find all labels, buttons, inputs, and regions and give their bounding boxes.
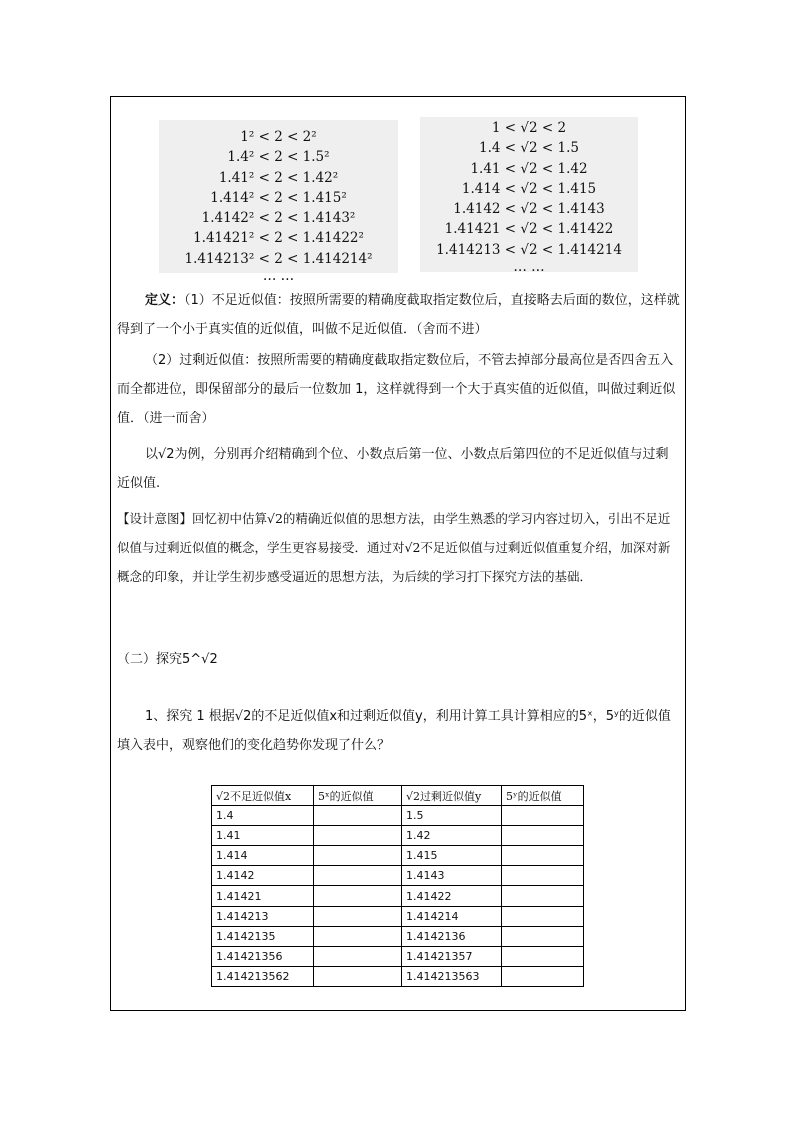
table-cell[interactable]	[502, 846, 584, 866]
approximation-table	[211, 785, 584, 987]
explore-paragraph: 1、探究 1 根据√2的不足近似值x和过剩近似值y，利用计算工具计算相应的5ˣ，5ʸ的近似值填入表中，观察他们的变化趋势你发现了什么？	[117, 709, 671, 753]
table-cell[interactable]	[314, 946, 402, 966]
table-cell: 1.4143	[402, 866, 502, 886]
inequality-line: 1.4² < 2 < 1.5²	[227, 149, 330, 166]
inequality-line: 1.4142² < 2 < 1.4143²	[201, 210, 356, 227]
table-cell[interactable]	[502, 966, 584, 986]
header-cell: 5ʸ的近似值	[502, 786, 584, 806]
definition-label: 定义：	[145, 293, 185, 308]
definition-paragraph-1	[117, 286, 680, 344]
definition-paragraph-3: 以√2为例，分别再介绍精确到个位、小数点后第一位、小数点后第四位的不足近似值与过剩近似值.	[117, 447, 669, 491]
table-cell[interactable]	[502, 806, 584, 826]
table-cell[interactable]	[502, 926, 584, 946]
table-cell[interactable]	[314, 806, 402, 826]
table-cell[interactable]	[502, 826, 584, 846]
table-cell: 1.41421356	[212, 946, 314, 966]
header-cell: √2不足近似值x	[212, 786, 314, 806]
table-cell: 1.41422	[402, 886, 502, 906]
table-cell: 1.414	[212, 846, 314, 866]
table-row	[212, 926, 584, 946]
table-cell: 1.41421	[212, 886, 314, 906]
table-row	[212, 846, 584, 866]
inequality-line: … …	[262, 268, 295, 285]
table-cell[interactable]	[314, 966, 402, 986]
table-row	[212, 806, 584, 826]
table-cell[interactable]	[314, 866, 402, 886]
inequality-line: 1 < √2 < 2	[491, 120, 567, 136]
inequality-line: 1.414 < √2 < 1.415	[461, 180, 597, 197]
inequality-line: 1.41 < √2 < 1.42	[470, 160, 588, 177]
inequality-line: 1.41² < 2 < 1.42²	[218, 169, 339, 186]
table-cell: 1.414213562	[212, 966, 314, 986]
inequality-line: 1.414213² < 2 < 1.414214²	[184, 250, 373, 267]
table-cell[interactable]	[314, 826, 402, 846]
table-row	[212, 826, 584, 846]
table-row	[212, 886, 584, 906]
table-row	[212, 946, 584, 966]
table-cell[interactable]	[314, 906, 402, 926]
sqrt-inequality-box	[420, 117, 638, 276]
table-cell: 1.4142135	[212, 926, 314, 946]
table-cell: 1.4	[212, 806, 314, 826]
inequality-line: 1.41421 < √2 < 1.41422	[444, 221, 614, 238]
definition-paragraph-2: （2）过剩近似值：按照所需要的精确度截取指定数位后，不管去掉部分最高位是否四舍五入而全都进位，即保留部分的最后一位数加 1，这样就得到一个大于真实值的近似值，叫做过剩近似值．（进一而舍）	[117, 353, 676, 426]
inequality-line: 1.414² < 2 < 1.415²	[210, 189, 347, 206]
table-cell: 1.41	[212, 826, 314, 846]
inequality-line: 1.4142 < √2 < 1.4143	[453, 201, 605, 218]
design-intent-note: 【设计意图】回忆初中估算√2的精确近似值的思想方法，由学生熟悉的学习内容过切入，引出不足近似值与过剩近似值的概念，学生更容易接受．通过对√2不足近似值与过剩近似值重复介绍，加深对新概念的印象，并让学生初步感受逼近的思想方法，为后续的学习打下探究方法的基础．	[117, 511, 671, 584]
table-cell: 1.414213	[212, 906, 314, 926]
header-cell: √2过剩近似值y	[402, 786, 502, 806]
table-cell: 1.415	[402, 846, 502, 866]
table-cell: 1.41421357	[402, 946, 502, 966]
table-row	[212, 966, 584, 986]
table-cell[interactable]	[502, 906, 584, 926]
table-header-row	[212, 786, 584, 806]
table-cell[interactable]	[502, 946, 584, 966]
header-cell: 5ˣ的近似值	[314, 786, 402, 806]
table-cell[interactable]	[314, 926, 402, 946]
section-title: （二）探究5^√2	[117, 652, 218, 667]
inequality-line: 1.414213 < √2 < 1.414214	[436, 241, 622, 258]
inequality-line: … …	[513, 259, 545, 276]
table-cell[interactable]	[314, 886, 402, 906]
squares-inequality-box	[159, 120, 398, 285]
table-cell[interactable]	[314, 846, 402, 866]
table-cell: 1.4142	[212, 866, 314, 886]
table-cell: 1.4142136	[402, 926, 502, 946]
table-cell: 1.414213563	[402, 966, 502, 986]
table-cell: 1.414214	[402, 906, 502, 926]
table-cell[interactable]	[502, 866, 584, 886]
inequality-line: 1² < 2 < 2²	[240, 129, 317, 145]
table-cell[interactable]	[502, 886, 584, 906]
inequality-line: 1.41421² < 2 < 1.41422²	[193, 230, 364, 247]
table-cell: 1.5	[402, 806, 502, 826]
table-row	[212, 866, 584, 886]
definition-text-1: （1）不足近似值：按照所需要的精确度截取指定数位后，直接略去后面的数位，这样就得到了一个小于真实值的近似值，叫做不足近似值．（舍而不进）	[117, 293, 680, 337]
table-row	[212, 906, 584, 926]
inequality-line: 1.4 < √2 < 1.5	[479, 140, 579, 157]
table-cell: 1.42	[402, 826, 502, 846]
